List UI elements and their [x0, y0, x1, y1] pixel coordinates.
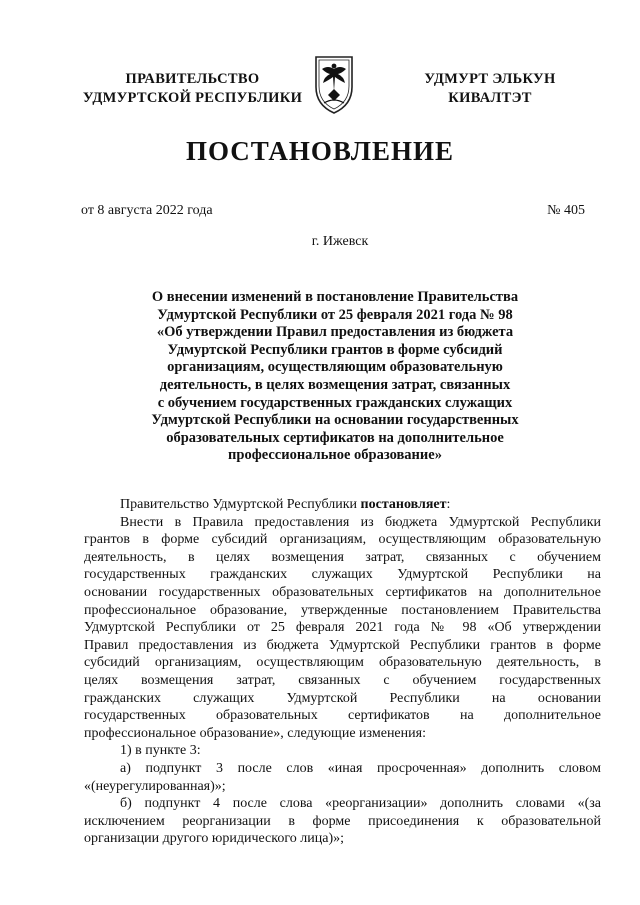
document-subject — [110, 289, 560, 465]
body-line: «(неурегулированная)»; — [84, 778, 226, 794]
authority-line: УДМУРТСКОЙ РЕСПУБЛИКИ — [82, 90, 303, 106]
intro-colon: : — [446, 497, 451, 512]
subject-line: «Об утверждении Правил предоставления из бюджета — [156, 324, 514, 341]
document-date: от 8 августа 2022 года — [81, 203, 213, 218]
coat-of-arms-emblem — [310, 53, 358, 115]
body-line: профессиональное образование, утвержденные постановлением Правительства — [84, 602, 601, 618]
subject-line: Удмуртской Республики на основании государственных — [151, 412, 519, 429]
authority-line: КИВАЛТЭТ — [448, 90, 532, 106]
intro-verb: постановляет — [360, 497, 447, 512]
subject-line: организациям, осуществляющим образовательную — [167, 359, 503, 376]
body-line: целях возмещения затрат, связанных с обучением государственных — [84, 672, 601, 688]
subject-line: профессиональное образование» — [228, 447, 442, 464]
body-line: профессиональное образование», следующие изменения: — [84, 725, 426, 741]
intro-text: Правительство Удмуртской Республики — [120, 497, 361, 512]
body-line: гражданских служащих Удмуртской Республики на основании — [84, 690, 601, 706]
body-line: а) подпункт 3 после слов «иная просроченная» дополнить словом — [120, 760, 601, 776]
document-body — [84, 496, 601, 848]
subject-line: деятельность, в целях возмещения затрат, связанных — [159, 376, 511, 393]
body-line: государственных образовательных сертификатов на дополнительное — [84, 708, 601, 724]
document-city: г. Ижевск — [311, 234, 369, 249]
subject-line: с обучением государственных гражданских служащих — [157, 394, 513, 411]
subject-line: О внесении изменений в постановление Правительства — [151, 289, 519, 305]
body-line: основании государственных образовательных сертификатов на дополнительное — [84, 584, 601, 600]
body-line: Правил предоставления из бюджета Удмуртской Республики грантов в форме — [84, 637, 601, 653]
body-line: Внести в Правила предоставления из бюджета Удмуртской Республики — [120, 514, 601, 530]
document-type-title: ПОСТАНОВЛЕНИЕ — [185, 136, 455, 166]
subject-line: Удмуртской Республики от 25 февраля 2021 года № 98 — [157, 306, 513, 323]
body-line: грантов в форме субсидий организациям, осуществляющим образовательную — [84, 532, 601, 548]
body-line: 1) в пункте 3: — [120, 743, 201, 759]
authority-name-udm — [390, 70, 590, 108]
document-number: № 405 — [547, 203, 585, 218]
body-line: исключением реорганизации в форме присоединения к образовательной — [84, 813, 601, 829]
authority-name-ru — [60, 70, 325, 108]
body-line: организации другого юридического лица)»; — [84, 831, 344, 847]
authority-line: УДМУРТ ЭЛЬКУН — [424, 71, 556, 87]
authority-line: ПРАВИТЕЛЬСТВО — [125, 71, 260, 87]
body-line: деятельность, в целях возмещения затрат, связанных с обучением — [84, 549, 601, 565]
body-line: Удмуртской Республики от 25 февраля 2021 года № 98 «Об утверждении — [84, 620, 601, 636]
intro-paragraph — [84, 496, 601, 514]
subject-line: образовательных сертификатов на дополнительное — [166, 429, 504, 446]
body-line: государственных гражданских служащих Удмуртской Республики на — [84, 567, 601, 583]
body-line: субсидий организациям, осуществляющим образовательную деятельность, в — [84, 655, 601, 671]
body-line: б) подпункт 4 после слова «реорганизации» дополнить словами «(за — [120, 796, 601, 812]
subject-line: Удмуртской Республики грантов в форме субсидий — [167, 341, 503, 358]
